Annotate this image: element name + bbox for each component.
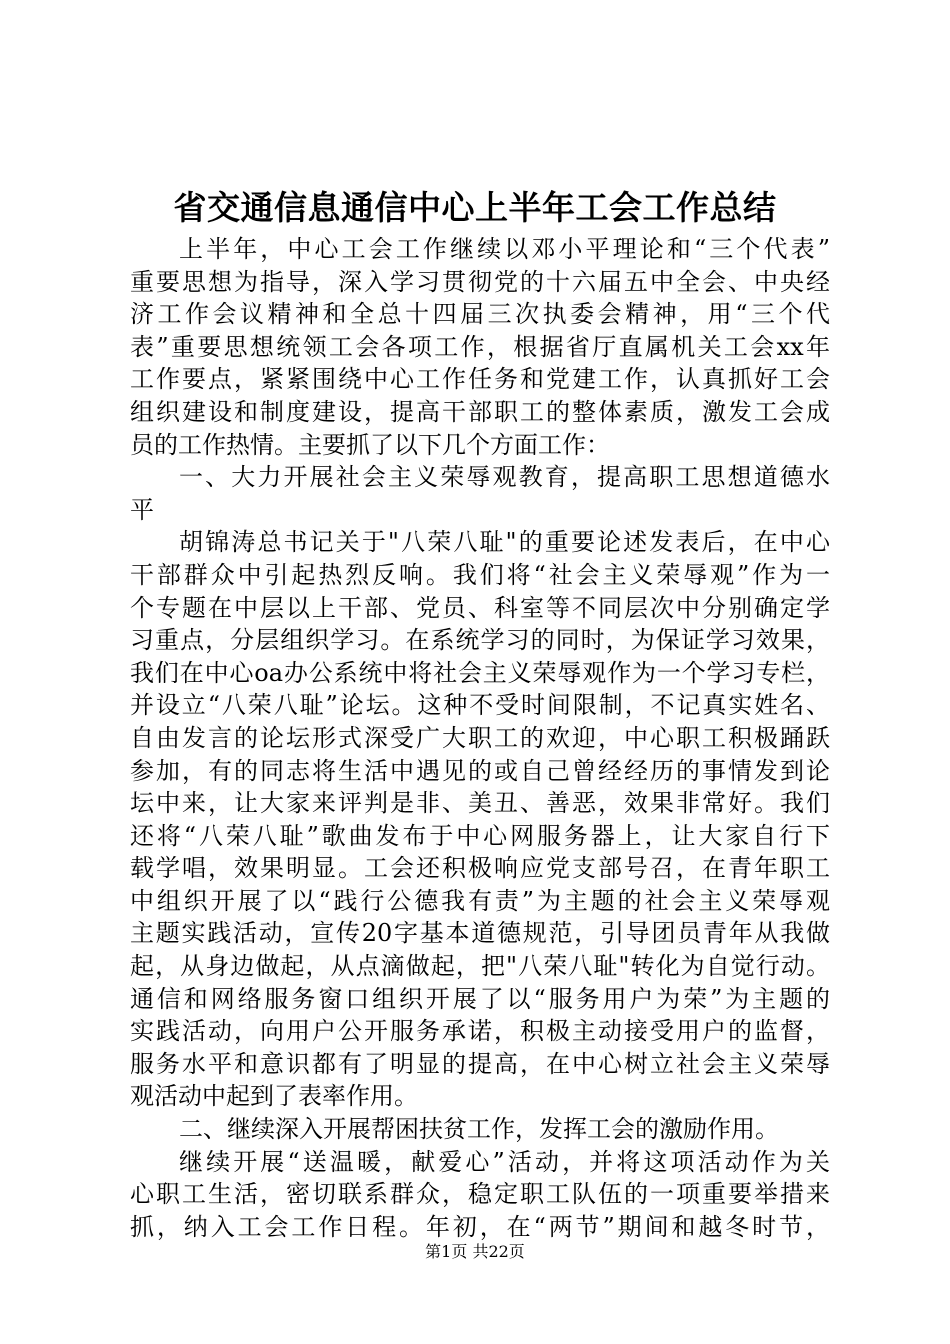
text-line: 工作要点，紧紧围绕中心工作任务和党建工作，认真抓好工会 bbox=[130, 365, 830, 394]
text-line: 参加，有的同志将生活中遇见的或自己曾经经历的事情发到论 bbox=[130, 756, 830, 785]
document-body bbox=[130, 233, 830, 1243]
text-line: 自由发言的论坛形式深受广大职工的欢迎，中心职工积极踊跃 bbox=[130, 723, 830, 752]
section-heading: 一、大力开展社会主义荣辱观教育，提高职工思想道德水 bbox=[179, 463, 830, 492]
text-line: 还将“八荣八耻”歌曲发布于中心网服务器上，让大家自行下 bbox=[130, 821, 830, 850]
text-line: 个专题在中层以上干部、党员、科室等不同层次中分别确定学 bbox=[130, 593, 830, 622]
text-line: 员的工作热情。主要抓了以下几个方面工作： bbox=[130, 430, 610, 459]
text-line: 中组织开展了以“践行公德我有责”为主题的社会主义荣辱观 bbox=[130, 886, 830, 915]
text-line: 济工作会议精神和全总十四届三次执委会精神，用“三个代 bbox=[130, 300, 830, 329]
text-line: 观活动中起到了表率作用。 bbox=[130, 1082, 418, 1111]
text-line: 坛中来，让大家来评判是非、美丑、善恶，效果非常好。我们 bbox=[130, 789, 830, 818]
text-line: 服务水平和意识都有了明显的提高，在中心树立社会主义荣辱 bbox=[130, 1049, 830, 1078]
text-line: 干部群众中引起热烈反响。我们将“社会主义荣辱观”作为一 bbox=[130, 560, 830, 589]
document-title: 省交通信息通信中心上半年工会工作总结 bbox=[173, 188, 777, 227]
text-line: 上半年，中心工会工作继续以邓小平理论和“三个代表” bbox=[179, 235, 830, 263]
text-line: 习重点，分层组织学习。在系统学习的同时，为保证学习效果， bbox=[130, 626, 830, 655]
text-line: 通信和网络服务窗口组织开展了以“服务用户为荣”为主题的 bbox=[130, 984, 830, 1013]
text-line: 表”重要思想统领工会各项工作，根据省厅直属机关工会xx年 bbox=[130, 332, 830, 361]
text-line: 并设立“八荣八耻”论坛。这种不受时间限制，不记真实姓名、 bbox=[130, 691, 830, 720]
text-line: 主题实践活动，宣传20字基本道德规范，引导团员青年从我做 bbox=[130, 919, 830, 948]
text-line: 起，从身边做起，从点滴做起，把"八荣八耻"转化为自觉行动。 bbox=[130, 952, 830, 981]
text-line: 重要思想为指导，深入学习贯彻党的十六届五中全会、中央经 bbox=[130, 267, 830, 296]
text-line: 我们在中心oa办公系统中将社会主义荣辱观作为一个学习专栏， bbox=[130, 658, 830, 687]
text-line: 继续开展“送温暖，献爱心”活动，并将这项活动作为关 bbox=[179, 1147, 830, 1176]
text-line: 实践活动，向用户公开服务承诺，积极主动接受用户的监督， bbox=[130, 1017, 830, 1046]
text-line: 载学唱，效果明显。工会还积极响应党支部号召，在青年职工 bbox=[130, 854, 830, 883]
text-line: 组织建设和制度建设，提高干部职工的整体素质，激发工会成 bbox=[130, 397, 830, 426]
page-number-footer: 第1页 共22页 bbox=[425, 1242, 525, 1261]
text-line: 抓，纳入工会工作日程。年初，在“两节”期间和越冬时节， bbox=[130, 1212, 830, 1241]
text-line: 胡锦涛总书记关于"八荣八耻"的重要论述发表后，在中心 bbox=[179, 528, 830, 557]
section-heading-continued: 平 bbox=[130, 495, 154, 524]
section-heading: 二、继续深入开展帮困扶贫工作，发挥工会的激励作用。 bbox=[179, 1115, 779, 1144]
text-line: 心职工生活，密切联系群众，稳定职工队伍的一项重要举措来 bbox=[130, 1180, 830, 1209]
